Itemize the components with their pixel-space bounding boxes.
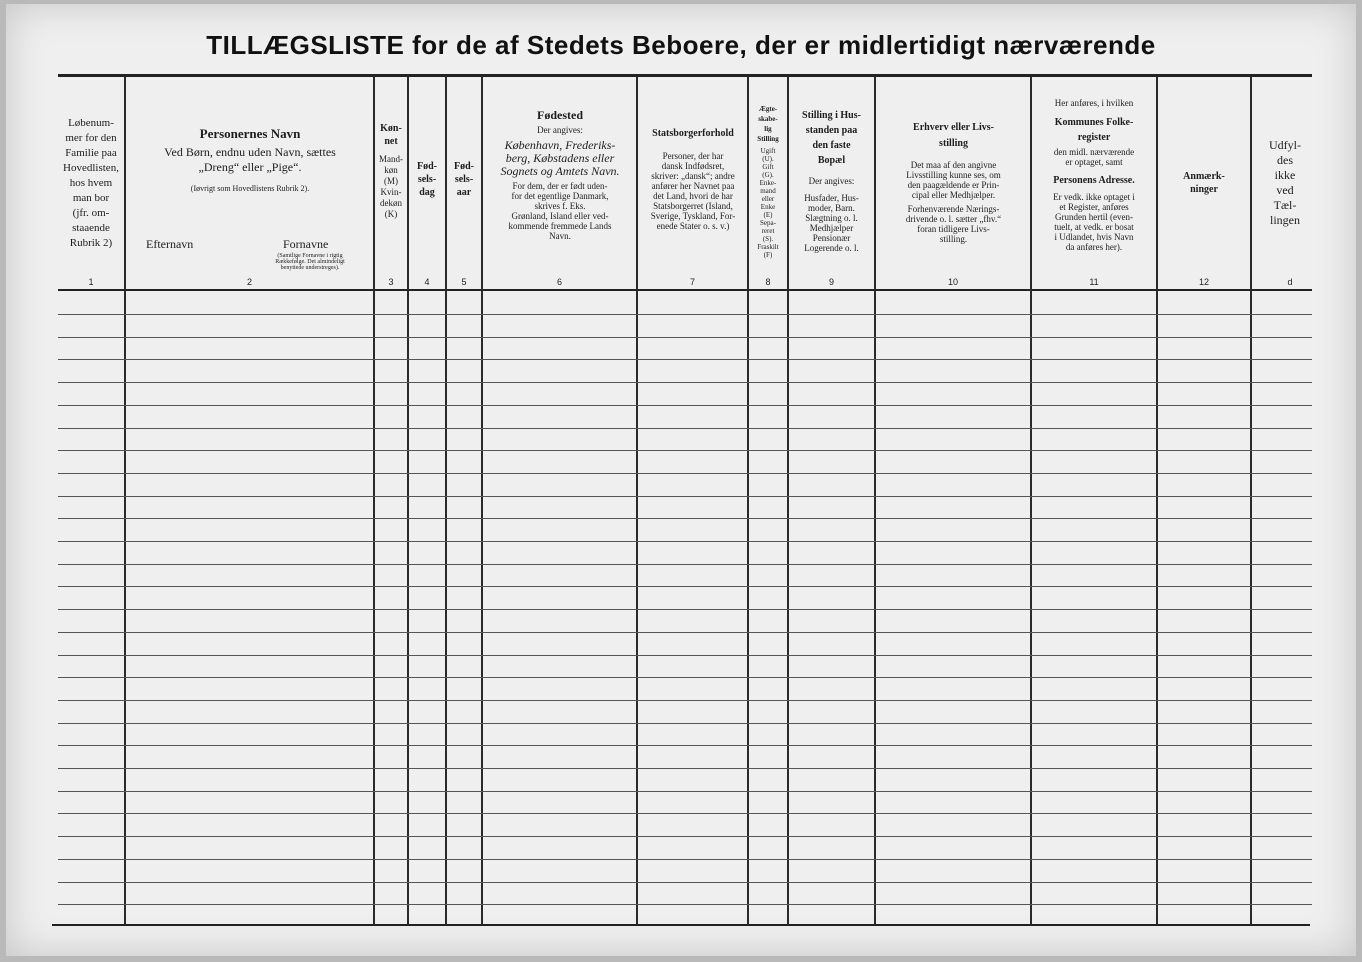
col-number: 12: [1198, 277, 1209, 287]
ruled-row-line: [58, 450, 1312, 451]
col-6-header: [484, 110, 636, 241]
col-11-heading: Kommunes Folke- register: [1054, 117, 1134, 143]
ruled-row-line: [58, 882, 1312, 883]
col-8-heading: Ægte- skabe- lig Stilling: [757, 105, 779, 143]
ruled-row-line: [58, 859, 1312, 860]
header-bottom-rule: [58, 289, 1312, 291]
col-number: d: [1287, 277, 1293, 287]
col-divider: [1156, 77, 1158, 925]
col-4-header: [409, 160, 445, 199]
col-12-heading: Anmærk- ninger: [1183, 171, 1225, 195]
ruled-row-line: [58, 405, 1312, 406]
col-9-heading: Stilling i Hus- standen paa den faste Bopæl: [802, 110, 861, 166]
col-11-text: den midl. nærværende er optaget, samt: [1053, 147, 1135, 167]
col-9-header: [789, 108, 874, 253]
col-11-header: [1032, 98, 1156, 252]
ruled-row-line: [58, 791, 1312, 792]
col-6-text: For dem, der er født uden- for det egentlige Danmark, skrives f. Eks. Grønland, Island eller ved- kommende fremmede Lands Navn.: [508, 181, 612, 241]
col-number: 9: [828, 277, 834, 287]
col-divider: [481, 77, 483, 925]
col-10-header: [877, 120, 1030, 244]
col-6-heading: Fødested: [537, 108, 583, 122]
ruled-row-line: [58, 677, 1312, 678]
col-8-header: [749, 104, 787, 259]
col-1-header: [58, 116, 124, 251]
col-7-heading: Statsborgerforhold: [652, 128, 734, 139]
col-number: 3: [388, 277, 394, 287]
ruled-row-line: [58, 904, 1312, 905]
col-d-text: Udfyl- des ikke ved Tæl- lingen: [1269, 138, 1301, 227]
col-5-heading: Fød- sels- aar: [454, 161, 474, 198]
col-divider: [636, 77, 638, 925]
col-2-text: Ved Børn, endnu uden Navn, sættes „Dreng“ eller „Pige“.: [164, 145, 336, 174]
col-10-heading: Erhverv eller Livs- stilling: [913, 122, 994, 149]
ruled-row-line: [58, 609, 1312, 610]
col-5-header: [447, 160, 481, 199]
col-3-header: [375, 122, 407, 220]
col-2-note: (Iøvrigt som Hovedlistens Rubrik 2).: [190, 184, 310, 193]
col-divider: [874, 77, 876, 925]
col-number: 1: [88, 277, 94, 287]
col-2-sub-left: Efternavn: [146, 237, 194, 251]
col-2-heading: Personernes Navn: [199, 126, 301, 141]
col-11-pre: Her anføres, i hvilken: [1054, 98, 1134, 108]
ruled-row-line: [58, 586, 1312, 587]
col-2-header: [128, 84, 372, 271]
col-divider: [124, 77, 126, 925]
col-7-header: [639, 128, 747, 231]
col-11-text2: Er vedk. ikke optaget i et Register, anføres Grunden hertil (even- tuelt, at vedk. er bosat i Udlandet, hvis Navn da anføres her).: [1053, 192, 1135, 252]
ruled-row-line: [58, 745, 1312, 746]
col-4-heading: Fød- sels- dag: [417, 161, 437, 198]
col-number: 5: [461, 277, 467, 287]
ruled-row-line: [58, 655, 1312, 656]
col-divider: [407, 77, 409, 925]
ruled-row-line: [58, 518, 1312, 519]
col-6-italic: København, Frederiks- berg, Købstadens eller Sognets og Amtets Navn.: [500, 138, 620, 178]
top-rule: [58, 74, 1312, 77]
col-2-sub-right: Fornavne: [283, 237, 329, 251]
col-6-sub: Der angives:: [537, 125, 583, 135]
ruled-row-line: [58, 768, 1312, 769]
ruled-row-line: [58, 813, 1312, 814]
col-1-text: Løbenum- mer for den Familie paa Hovedlisten, hos hvem man bor (jfr. om- staaende Rubrik 2): [63, 117, 119, 249]
ruled-row-line: [58, 541, 1312, 542]
ruled-row-line: [58, 632, 1312, 633]
col-3-heading: Køn- net: [380, 123, 402, 147]
ruled-row-line: [58, 314, 1312, 315]
col-number: 6: [556, 277, 562, 287]
col-divider: [445, 77, 447, 925]
ruled-row-line: [58, 836, 1312, 837]
col-8-text: Ugift (U). Gift (G). Enke- mand eller Enke (E) Sepa- reret (S). Fraskilt (F): [757, 147, 779, 259]
ruled-row-line: [58, 564, 1312, 565]
bottom-rule: [52, 924, 1310, 926]
ruled-row-line: [58, 473, 1312, 474]
col-10-text: Det maa af den angivne Livsstilling kunne ses, om den paagældende er Prin- cipal eller Medhjælper.: [906, 160, 1001, 200]
ruled-row-line: [58, 337, 1312, 338]
form-title: TILLÆGSLISTE for de af Stedets Beboere, der er midlertidigt nærværende: [206, 30, 1156, 60]
col-number: 10: [947, 277, 958, 287]
col-number: 7: [689, 277, 695, 287]
ruled-row-line: [58, 496, 1312, 497]
col-number: 4: [424, 277, 430, 287]
col-9-text: Husfader, Hus- moder, Barn. Slægtning o. l. Medhjælper Pensionær Logerende o. l.: [804, 193, 859, 253]
col-10-text2: Forhenværende Nærings- drivende o. l. sætter „fhv.“ foran tidligere Livs- stilling.: [905, 204, 1002, 244]
col-number: 2: [246, 277, 252, 287]
col-11-heading2: Personens Adresse.: [1053, 175, 1135, 186]
col-12-header: [1158, 170, 1250, 196]
col-2-sub-right-note: (Samtlige Fornavne i rigtig Rækkefølge. Det almindeligt benyttede understreges).: [275, 253, 345, 271]
col-d-header: [1252, 138, 1318, 228]
ruled-row-line: [58, 723, 1312, 724]
col-number: 8: [765, 277, 771, 287]
col-3-text: Mand- køn (M) Kvin- dekøn (K): [379, 154, 403, 219]
ruled-row-line: [58, 382, 1312, 383]
ruled-row-line: [58, 359, 1312, 360]
col-7-text: Personer, der har dansk Indfødsret, skriver: „dansk“; andre anfører her Navnet paa det Land, hvori de har Statsborgerret (Island, Sverige, Tyskland, For- enede Stater o. s. v.): [650, 151, 736, 231]
col-9-sub: Der angives:: [808, 176, 855, 186]
ruled-row-line: [58, 428, 1312, 429]
ruled-row-line: [58, 700, 1312, 701]
col-number: 11: [1089, 277, 1099, 287]
